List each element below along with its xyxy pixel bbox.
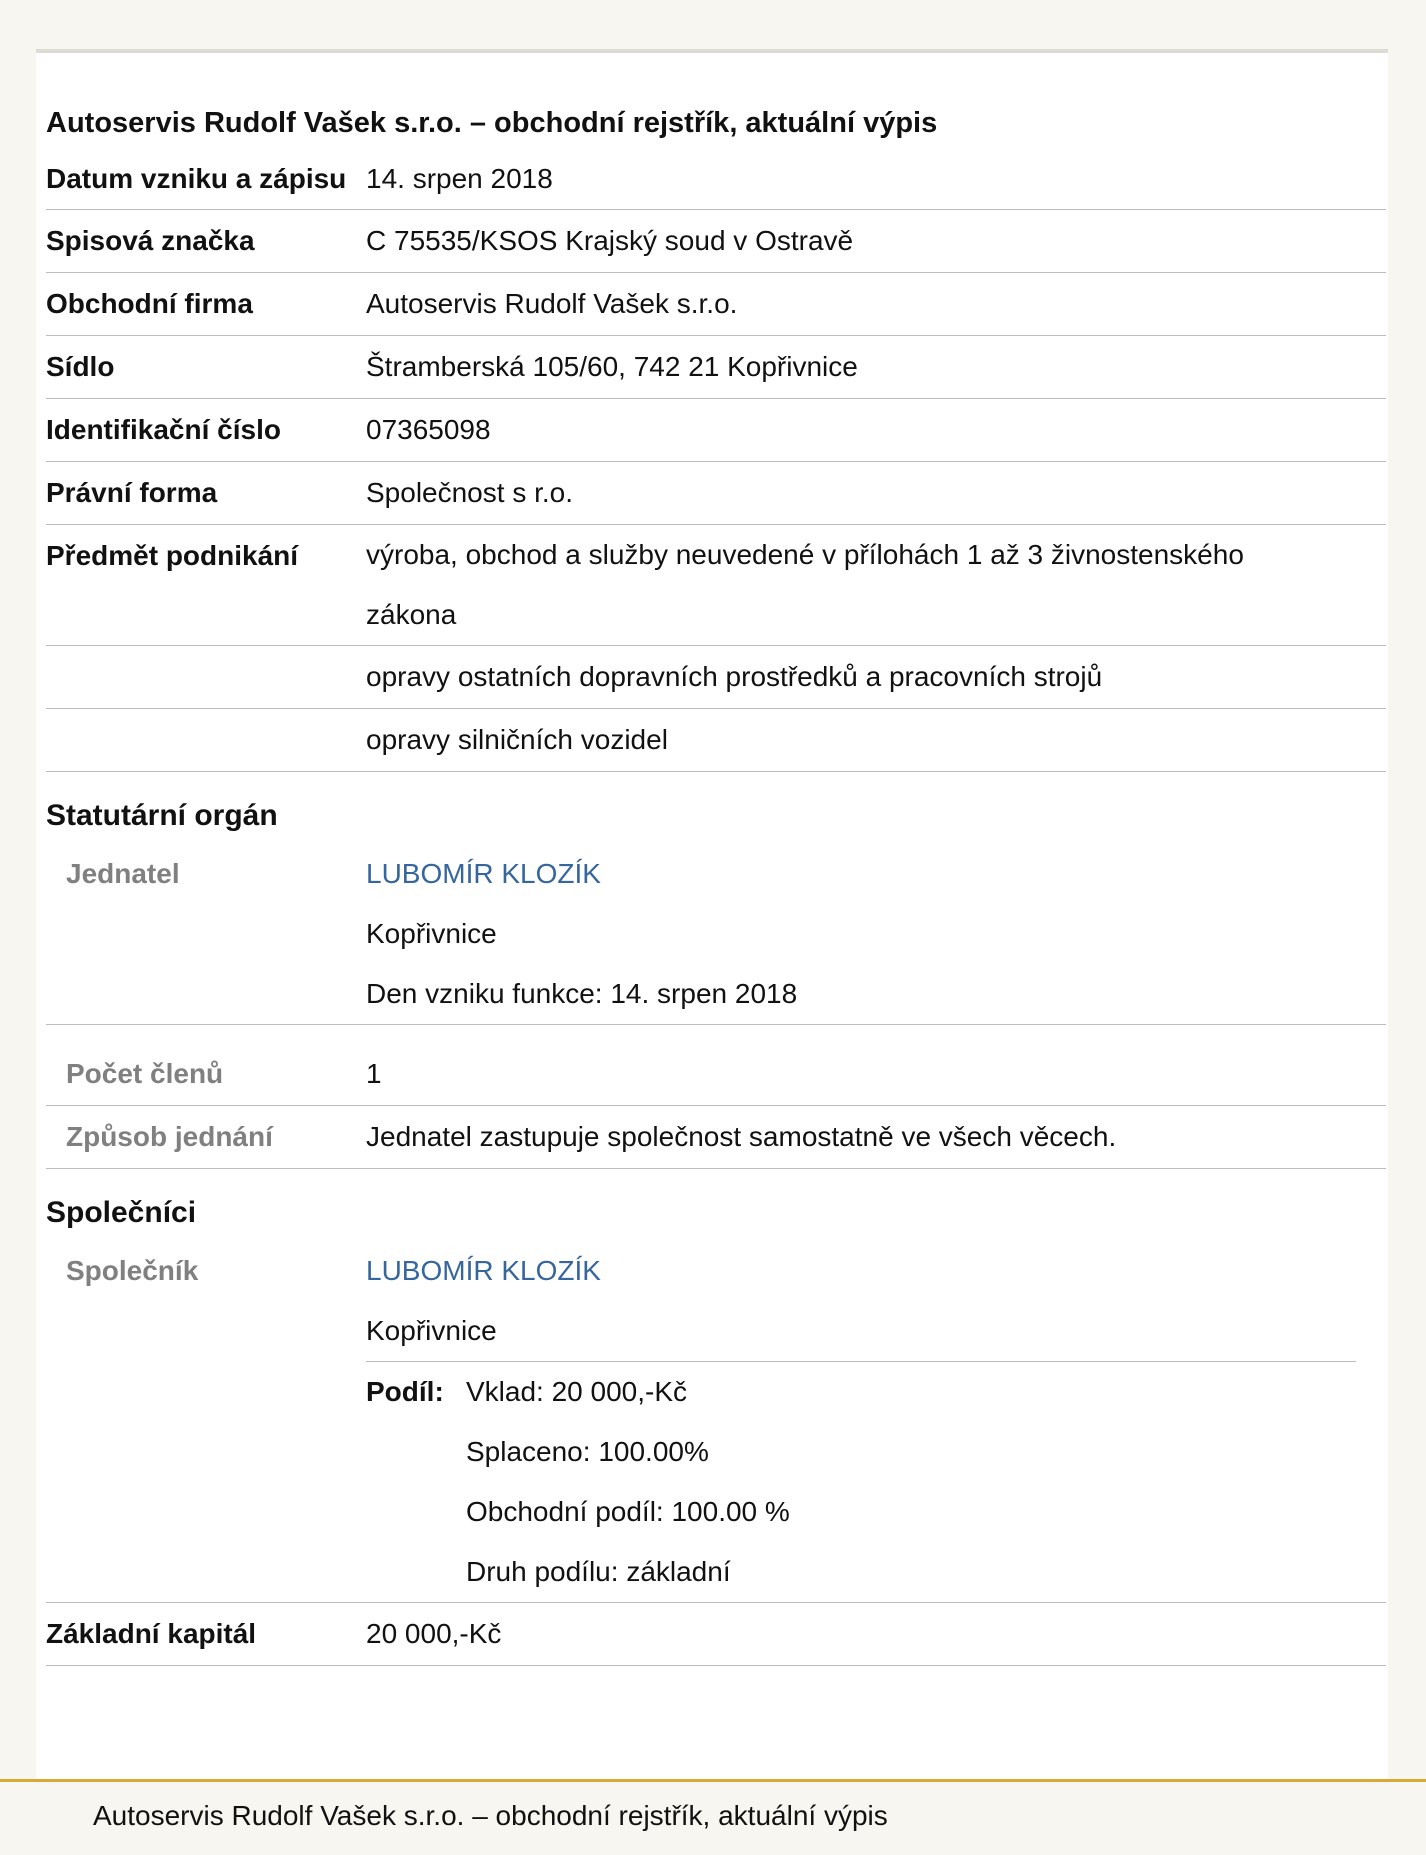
- footer-title: Autoservis Rudolf Vašek s.r.o. – obchodní rejstřík, aktuální výpis: [93, 1800, 888, 1831]
- label-datum-vzniku: Datum vzniku a zápisu: [46, 163, 347, 194]
- section-statutarni-organ: Statutární orgán: [46, 799, 278, 832]
- podil-block: [366, 1361, 1356, 1602]
- row-predmet-podnikani: [46, 525, 1386, 646]
- podil-vklad: Vklad: 20 000,-Kč: [466, 1376, 688, 1407]
- podil-values: [466, 1362, 1356, 1602]
- label-pravni-forma: Právní forma: [46, 477, 218, 508]
- row-spisova-znacka: [46, 210, 1386, 273]
- value-jednatel: [366, 844, 1386, 1024]
- podil-splaceno: Splaceno: 100.00%: [466, 1436, 709, 1467]
- label-predmet-podnikani: Předmět podnikání: [46, 540, 299, 571]
- page-footer: [0, 1779, 1426, 1855]
- row-predmet-2: [46, 646, 1386, 709]
- label-pocet-clenu: Počet členů: [66, 1058, 224, 1089]
- label-zakladni-kapital: Základní kapitál: [46, 1618, 257, 1649]
- value-pravni-forma: Společnost s r.o.: [366, 477, 574, 508]
- value-sidlo: Štramberská 105/60, 742 21 Kopřivnice: [366, 351, 858, 382]
- label-obchodni-firma: Obchodní firma: [46, 288, 253, 319]
- spolecnik-name-link[interactable]: LUBOMÍR KLOZÍK: [366, 1255, 601, 1286]
- row-predmet-3: [46, 709, 1386, 772]
- podil-label: Podíl:: [366, 1376, 444, 1407]
- value-pocet-clenu: 1: [366, 1058, 382, 1089]
- row-datum-vzniku: [46, 149, 1386, 210]
- label-sidlo: Sídlo: [46, 351, 115, 382]
- value-spolecnik: [366, 1241, 1386, 1602]
- predmet-item-1-line-2: zákona: [366, 599, 457, 630]
- register-content: [46, 149, 1386, 1666]
- value-obchodni-firma: Autoservis Rudolf Vašek s.r.o.: [366, 288, 738, 319]
- value-predmet-2: opravy ostatních dopravních prostředků a pracovních strojů: [366, 661, 1103, 692]
- spolecnik-city: Kopřivnice: [366, 1315, 497, 1346]
- value-zakladni-kapital: 20 000,-Kč: [366, 1618, 502, 1649]
- page-title: Autoservis Rudolf Vašek s.r.o. – obchodní rejstřík, aktuální výpis: [46, 107, 938, 139]
- value-identifikacni-cislo: 07365098: [366, 414, 491, 445]
- predmet-item-1-line-1: výroba, obchod a služby neuvedené v přílohách 1 až 3 živnostenského: [366, 539, 1244, 570]
- value-datum-vzniku: 14. srpen 2018: [366, 163, 553, 194]
- row-zakladni-kapital: [46, 1603, 1386, 1666]
- label-zpusob-jednani: Způsob jednání: [66, 1121, 273, 1152]
- row-sidlo: [46, 336, 1386, 399]
- row-pravni-forma: [46, 462, 1386, 525]
- row-obchodni-firma: [46, 273, 1386, 336]
- row-identifikacni-cislo: [46, 399, 1386, 462]
- jednatel-city: Kopřivnice: [366, 918, 497, 949]
- jednatel-since: Den vzniku funkce: 14. srpen 2018: [366, 978, 798, 1009]
- label-empty: [46, 646, 366, 708]
- row-pocet-clenu: [46, 1025, 1386, 1106]
- row-jednatel: [46, 844, 1386, 1025]
- podil-obchodni: Obchodní podíl: 100.00 %: [466, 1496, 790, 1527]
- label-spisova-znacka: Spisová značka: [46, 225, 255, 256]
- section-spolecnici: Společníci: [46, 1196, 197, 1229]
- label-jednatel: Jednatel: [66, 858, 180, 889]
- register-extract-panel: [36, 49, 1388, 1787]
- label-identifikacni-cislo: Identifikační číslo: [46, 414, 281, 445]
- row-spolecnik: [46, 1241, 1386, 1603]
- row-zpusob-jednani: [46, 1106, 1386, 1169]
- value-zpusob-jednani: Jednatel zastupuje společnost samostatně ve všech věcech.: [366, 1121, 1117, 1152]
- value-spisova-znacka: C 75535/KSOS Krajský soud v Ostravě: [366, 225, 854, 256]
- jednatel-name-link[interactable]: LUBOMÍR KLOZÍK: [366, 858, 601, 889]
- label-empty: [46, 709, 366, 771]
- label-spolecnik: Společník: [66, 1255, 199, 1286]
- value-predmet-1: [366, 525, 1386, 645]
- podil-druh: Druh podílu: základní: [466, 1556, 731, 1587]
- value-predmet-3: opravy silničních vozidel: [366, 724, 668, 755]
